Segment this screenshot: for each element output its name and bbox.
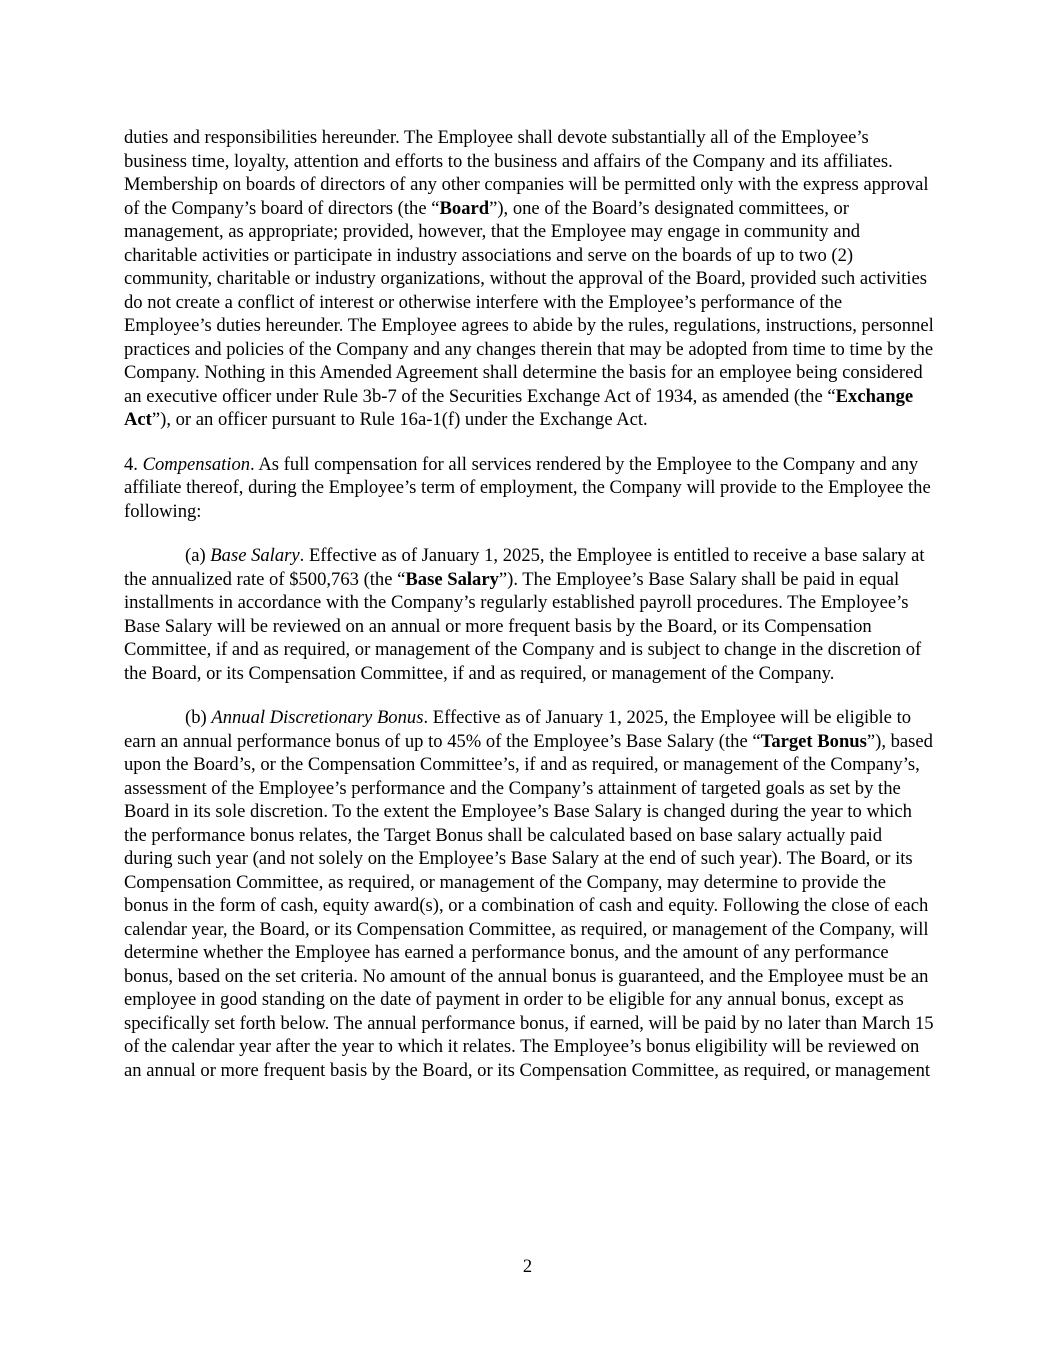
subsection-label: (a) — [185, 545, 206, 566]
subsection-base-salary — [124, 544, 934, 685]
paragraph-text: ”), or an officer pursuant to Rule 16a-1(f) under the Exchange Act. — [151, 409, 648, 430]
defined-term-base-salary: Base Salary — [405, 568, 499, 590]
document-body — [124, 126, 934, 1103]
section-number: 4. — [124, 453, 138, 475]
section-title: Compensation — [142, 453, 251, 475]
page-number: 2 — [522, 1256, 533, 1277]
paragraph-text: duties and responsibilities hereunder. The Employee shall devote substantially all of the Employee’s business time, loyalty, attention and efforts to the business and affairs of the Company and its affiliates. Membership on boards of directors of any other companies will be permitted only with the express approval of the Company’s board of directors (the “ — [124, 127, 929, 219]
subsection-text: ”). The Employee’s Base Salary shall be paid in equal installments in accordance with the Company’s regularly established payroll procedures. The Employee’s Base Salary will be reviewed on an annual or more frequent basis by the Board, or its Compensation Committee, if and as required, or management of the Company and is subject to change in the discretion of the Board, or its Compensation Committee, if and as required, or management of the Company. — [124, 568, 922, 684]
paragraph-text: ”), one of the Board’s designated committees, or management, as appropriate; provided, however, that the Employee may engage in community and charitable activities or participate in industry associations and serve on the boards of up to two (2) community, charitable or industry organizations, without the approval of the Board, provided such activities do not create a conflict of interest or otherwise interfere with the Employee’s performance of the Employee’s duties hereunder. The Employee agrees to abide by the rules, regulations, instructions, personnel practices and policies of the Company and any changes therein that may be adopted from time to time by the Company. Nothing in this Amended Agreement shall determine the basis for an employee being considered an executive officer under Rule 3b-7 of the Securities Exchange Act of 1934, as amended (the “ — [124, 197, 934, 407]
subsection-label: (b) — [185, 707, 207, 728]
defined-term-target-bonus: Target Bonus — [760, 730, 867, 752]
subsection-title: Base Salary — [210, 545, 300, 566]
defined-term-exchange-act: Exchange Act — [124, 385, 914, 430]
subsection-annual-bonus — [124, 706, 934, 1082]
subsection-text: ”), based upon the Board’s, or the Compensation Committee’s, if and as required, or management of the Company’s, assessment of the Employee’s performance and the Company’s attainment of targeted goals as set by the Board in its sole discretion. To the extent the Employee’s Base Salary is changed during the year to which the performance bonus relates, the Target Bonus shall be calculated based on base salary actually paid during such year (and not solely on the Employee’s Base Salary at the end of such year). The Board, or its Compensation Committee, as required, or management of the Company, may determine to provide the bonus in the form of cash, equity award(s), or a combination of cash and equity. Following the close of each calendar year, the Board, or its Compensation Committee, as required, or management of the Company, will determine whether the Employee has earned a performance bonus, and the amount of any performance bonus, based on the set criteria. No amount of the annual bonus is guaranteed, and the Employee must be an employee in good standing on the date of payment in order to be eligible for any annual bonus, except as specifically set forth below. The annual performance bonus, if earned, will be paid by no later than March 15 of the calendar year after the year to which it relates. The Employee’s bonus eligibility will be reviewed on an annual or more frequent basis by the Board, or its Compensation Committee, as required, or management — [124, 730, 934, 1081]
subsection-title: Annual Discretionary Bonus — [211, 707, 424, 728]
section-text: . As full compensation for all services rendered by the Employee to the Company and any affiliate thereof, during the Employee’s term of employment, the Company will provide to the Employee the following: — [124, 453, 931, 522]
paragraph-duties — [124, 126, 934, 432]
section-compensation — [124, 453, 934, 524]
subsection-text: . Effective as of January 1, 2025, the Employee is entitled to receive a base salary at the annualized rate of $500,763 (the “ — [124, 545, 925, 590]
subsection-text: . Effective as of January 1, 2025, the Employee will be eligible to earn an annual performance bonus of up to 45% of the Employee’s Base Salary (the “ — [124, 707, 912, 752]
defined-term-board: Board — [439, 197, 490, 219]
